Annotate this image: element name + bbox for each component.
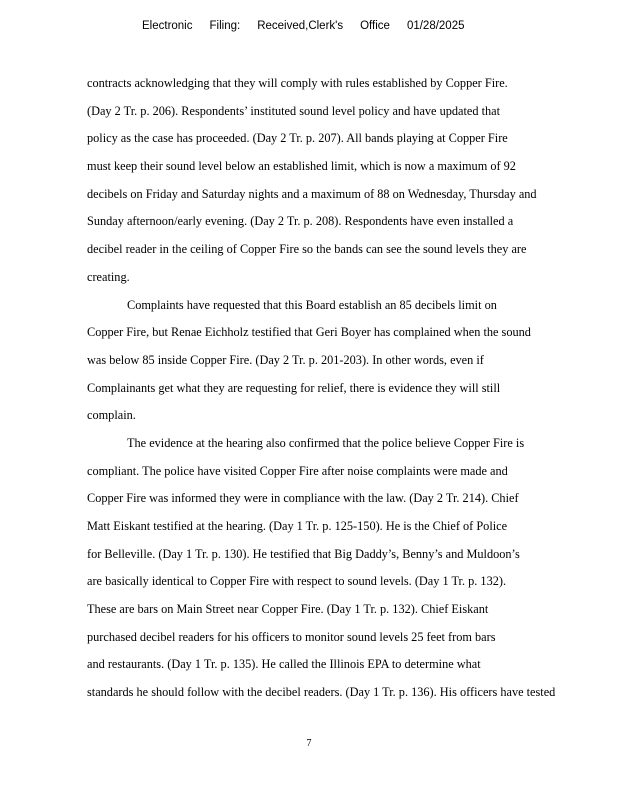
header-received-clerks: Received,Clerk's	[257, 20, 344, 32]
page-number: 7	[306, 738, 312, 749]
body-line: for Belleville. (Day 1 Tr. p. 130). He testified that Big Daddy’s, Benny’s and Muldoon’s	[87, 546, 520, 561]
body-line: must keep their sound level below an established limit, which is now a maximum of 92	[87, 159, 516, 174]
paragraph-start-line: Complaints have requested that this Board establish an 85 decibels limit on	[127, 297, 497, 312]
body-line: was below 85 inside Copper Fire. (Day 2 Tr. p. 201-203). In other words, even if	[87, 352, 484, 367]
body-line: compliant. The police have visited Copper Fire after noise complaints were made and	[87, 463, 508, 478]
body-line: decibels on Friday and Saturday nights and a maximum of 88 on Wednesday, Thursday and	[87, 186, 537, 201]
body-line: complain.	[87, 408, 136, 423]
body-line: contracts acknowledging that they will comply with rules established by Copper Fire.	[87, 76, 508, 90]
header-office: Office	[360, 20, 390, 32]
body-line: Complainants get what they are requesting for relief, there is evidence they will still	[87, 380, 501, 395]
body-line: policy as the case has proceeded. (Day 2 Tr. p. 207). All bands playing at Copper Fire	[87, 131, 508, 146]
body-line: and restaurants. (Day 1 Tr. p. 135). He called the Illinois EPA to determine what	[87, 657, 481, 672]
body-line: Sunday afternoon/early evening. (Day 2 Tr. p. 208). Respondents have even installed a	[87, 214, 514, 229]
body-line: creating.	[87, 269, 130, 284]
header-date: 01/28/2025	[406, 20, 465, 32]
body-line: standards he should follow with the decibel readers. (Day 1 Tr. p. 136). His officers have tested	[87, 685, 556, 700]
body-line: are basically identical to Copper Fire with respect to sound levels. (Day 1 Tr. p. 132).	[87, 574, 507, 589]
filing-stamp-header	[142, 20, 482, 32]
paragraph-start-line: The evidence at the hearing also confirmed that the police believe Copper Fire is	[127, 435, 525, 450]
body-line: (Day 2 Tr. p. 206). Respondents’ instituted sound level policy and have updated that	[87, 103, 501, 118]
body-line: Copper Fire was informed they were in compliance with the law. (Day 2 Tr. 214). Chief	[87, 491, 519, 506]
header-filing: Filing:	[209, 20, 241, 32]
body-line: Copper Fire, but Renae Eichholz testified that Geri Boyer has complained when the sound	[87, 325, 531, 340]
body-line: decibel reader in the ceiling of Copper Fire so the bands can see the sound levels they are	[87, 242, 527, 257]
header-electronic: Electronic	[142, 20, 193, 32]
body-line: These are bars on Main Street near Copper Fire. (Day 1 Tr. p. 132). Chief Eiskant	[87, 602, 489, 617]
body-line: purchased decibel readers for his officers to monitor sound levels 25 feet from bars	[87, 629, 496, 644]
body-line: Matt Eiskant testified at the hearing. (Day 1 Tr. p. 125-150). He is the Chief of Police	[87, 519, 508, 533]
body-text	[87, 70, 587, 707]
